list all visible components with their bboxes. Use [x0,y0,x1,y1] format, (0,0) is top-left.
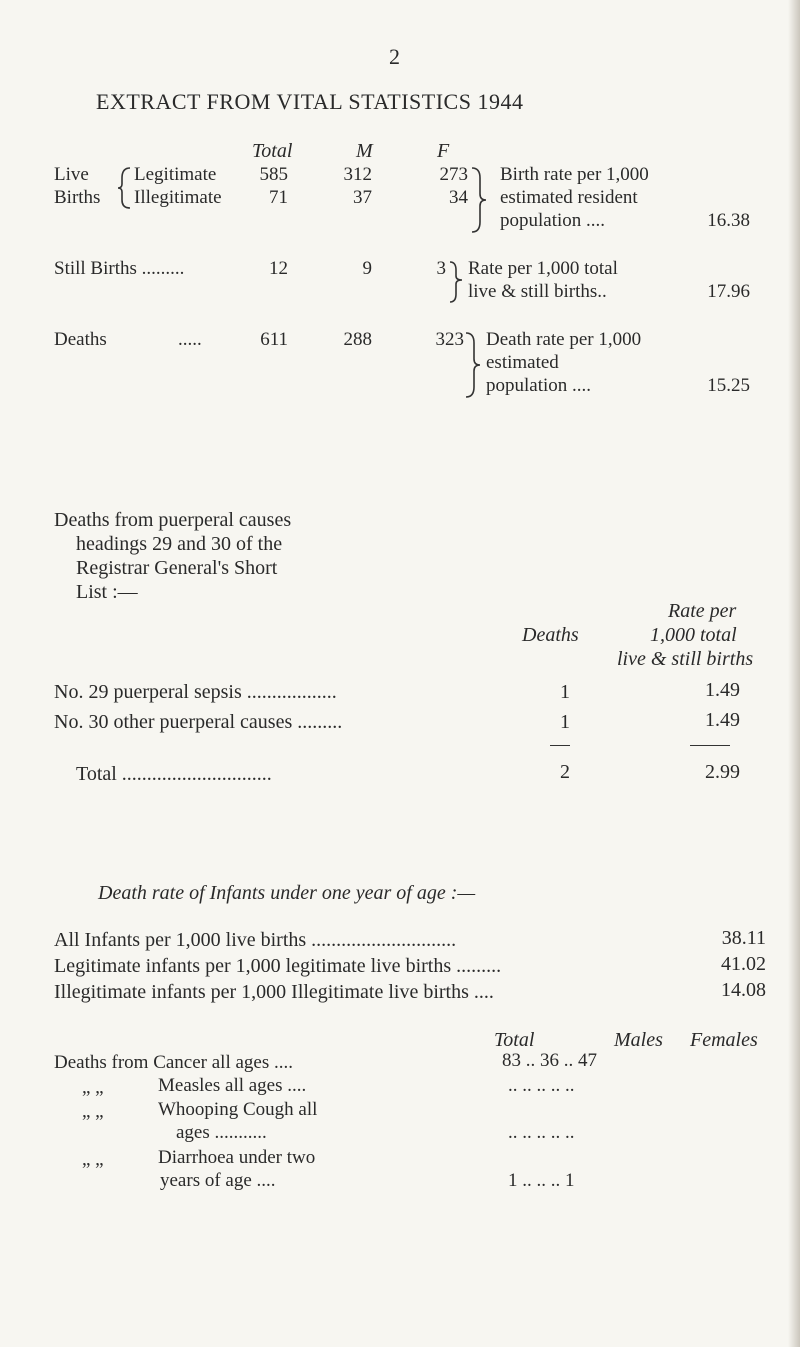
cancer-values: 83 .. 36 .. 47 [502,1050,597,1071]
col-rate-3: live & still births [617,648,754,670]
whooping-label-2: ages ........... [176,1122,267,1143]
page-number: 2 [389,44,400,69]
col-rate-1: Rate per [668,600,737,622]
legitimate-label: Legitimate [134,164,217,185]
illegit-f: 34 [449,187,468,208]
illegitimate-label: Illegitimate [134,187,222,208]
puerperal-total-rate: 2.99 [705,761,740,783]
deaths-dots: ..... [178,329,202,350]
legit-f: 273 [439,164,468,185]
puerperal-row-2-label: No. 30 other puerperal causes ......... [54,711,343,733]
deaths-rule [550,745,570,746]
death-rate-label-1: Death rate per 1,000 [486,329,642,350]
deaths-f: 323 [435,329,464,350]
still-total: 12 [269,258,288,279]
infant-row-1-label: All Infants per 1,000 live births ............................. [54,929,457,951]
puerperal-row-1-label: No. 29 puerperal sepsis .................. [54,681,337,703]
whooping-label-1: Whooping Cough all [158,1099,318,1120]
puerperal-row-1-rate: 1.49 [705,679,740,701]
infant-row-2-value: 41.02 [721,953,766,975]
measles-values: .. .. .. .. .. [508,1075,575,1096]
page-title: EXTRACT FROM VITAL STATISTICS 1944 [96,89,524,114]
birth-rate-label-1: Birth rate per 1,000 [500,164,649,185]
illegit-m: 37 [353,187,372,208]
ditto-3: „ „ [82,1101,104,1122]
still-f: 3 [436,258,446,279]
diarrhoea-label-1: Diarrhoea under two [158,1147,316,1168]
header-m: M [356,140,373,162]
puerperal-total-label: Total .............................. [76,763,272,785]
death-rate-label-2: estimated [486,352,559,373]
whooping-values: .. .. .. .. .. [508,1122,575,1143]
col-females: Females [690,1029,758,1051]
birth-rate-label-3: population .... [500,210,606,231]
deaths-m: 288 [343,329,372,350]
births-brace [116,164,132,212]
death-rate-brace [464,329,482,401]
col-rate-2: 1,000 total [650,624,737,646]
diarrhoea-label-2: years of age .... [160,1170,276,1191]
col-total: Total [494,1029,535,1051]
still-rate-label-2: live & still births.. [468,281,607,302]
puerperal-total-deaths: 2 [560,761,570,783]
diarrhoea-values: 1 .. .. .. 1 [508,1170,575,1191]
rate-rule [690,745,730,746]
birth-rate-value: 16.38 [707,210,750,231]
page-edge-shadow [788,0,800,1347]
infant-row-3-label: Illegitimate infants per 1,000 Illegitimate live births .... [54,981,494,1003]
legit-m: 312 [343,164,372,185]
puerperal-intro-3: Registrar General's Short [76,557,278,579]
births-label: Births [54,187,101,208]
birth-rate-label-2: estimated resident [500,187,638,208]
puerperal-row-1-deaths: 1 [560,681,570,703]
infant-row-1-value: 38.11 [721,927,766,949]
infant-row-3-value: 14.08 [721,979,766,1001]
still-rate-label-1: Rate per 1,000 total [468,258,618,279]
puerperal-row-2-deaths: 1 [560,711,570,733]
deaths-label: Deaths [54,329,107,350]
birth-rate-brace [470,164,488,236]
still-births-label: Still Births ......... [54,258,185,279]
deaths-total: 611 [260,329,288,350]
measles-label: Measles all ages .... [158,1075,307,1096]
puerperal-intro-1: Deaths from puerperal causes [54,509,292,531]
puerperal-row-2-rate: 1.49 [705,709,740,731]
infant-row-2-label: Legitimate infants per 1,000 legitimate live births ......... [54,955,502,977]
puerperal-intro-2: headings 29 and 30 of the [76,533,283,555]
col-deaths: Deaths [522,624,579,646]
header-f: F [437,140,450,162]
infant-heading: Death rate of Infants under one year of age :— [98,882,476,904]
col-males: Males [614,1029,663,1051]
cancer-label: Deaths from Cancer all ages .... [54,1052,293,1073]
death-rate-value: 15.25 [707,375,750,396]
still-rate-value: 17.96 [707,281,750,302]
ditto-2: „ „ [82,1077,104,1098]
ditto-4: „ „ [82,1149,104,1170]
death-rate-label-3: population .... [486,375,592,396]
still-m: 9 [362,258,372,279]
still-rate-brace [448,258,466,306]
live-label: Live [54,164,89,185]
illegit-total: 71 [269,187,288,208]
puerperal-intro-4: List :— [76,581,138,603]
legit-total: 585 [259,164,288,185]
header-total: Total [252,140,293,162]
